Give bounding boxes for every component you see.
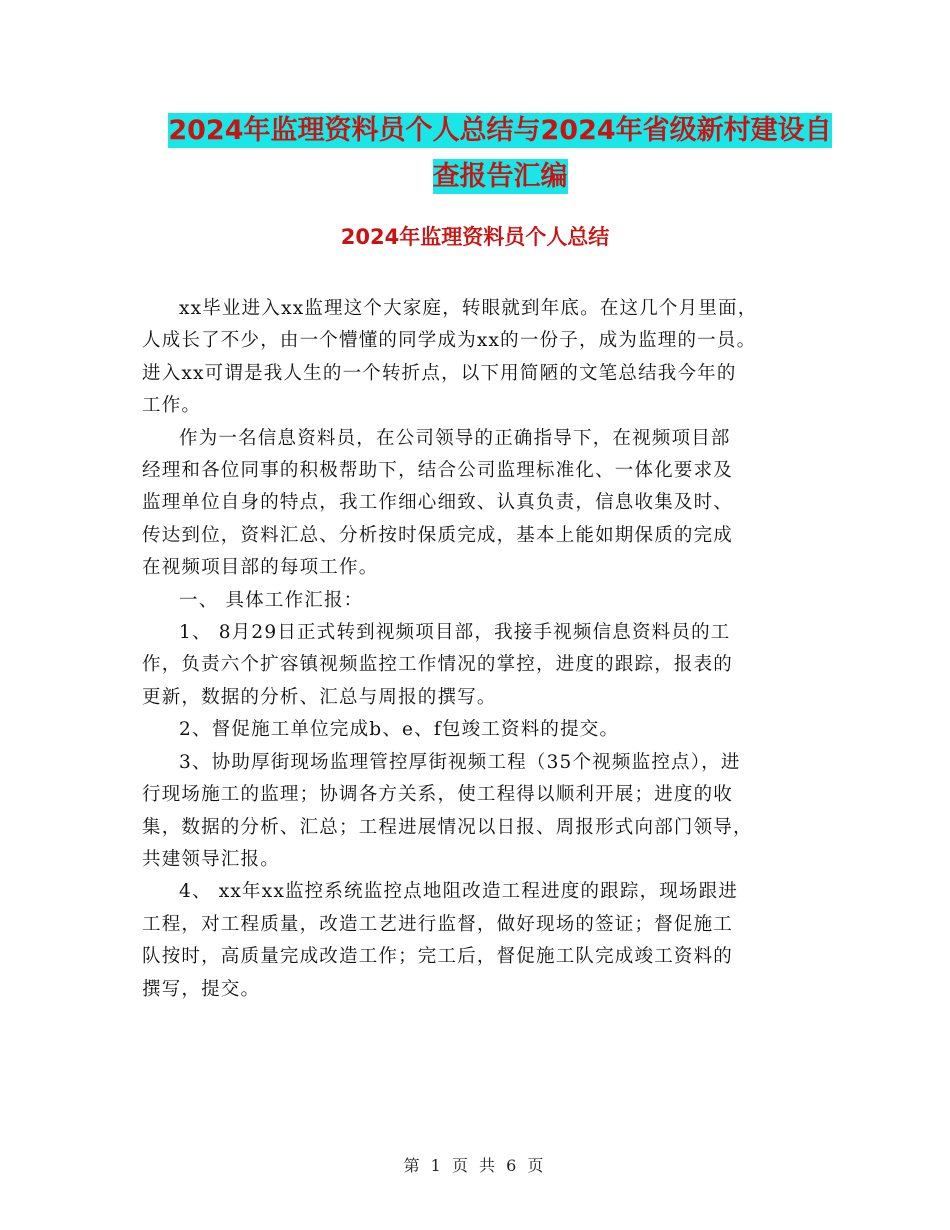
paragraph-line: 工程，对工程质量，改造工艺进行监督，做好现场的签证；督促施工: [142, 913, 734, 935]
document-title-line1: 2024年监理资料员个人总结与2024年省级新村建设自: [168, 115, 832, 146]
paragraph: [142, 293, 824, 423]
document-title-line2: 查报告汇编: [432, 161, 568, 192]
document-title: [140, 108, 860, 200]
paragraph: [142, 714, 824, 746]
paragraph-line: 1、 8月29日正式转到视频项目部，我接手视频信息资料员的工: [179, 622, 731, 644]
document-body: [142, 293, 824, 1006]
paragraph-line: 监理单位自身的特点，我工作细心细致、认真负责，信息收集及时、: [142, 492, 734, 514]
paragraph-line: 进入xx可谓是我人生的一个转折点，以下用简陋的文笔总结我今年的: [142, 362, 737, 384]
paragraph-line: 行现场施工的监理；协调各方关系，使工程得以顺利开展；进度的收: [142, 784, 734, 806]
paragraph: [142, 747, 824, 877]
paragraph-line: 2、督促施工单位完成b、e、f包竣工资料的提交。: [179, 719, 620, 741]
page-footer: 第 1 页 共 6 页: [403, 1156, 547, 1175]
paragraph: [142, 423, 824, 585]
paragraph-line: 工作。: [142, 395, 202, 417]
paragraph-line: 撰写，提交。: [142, 978, 261, 1000]
paragraph: [142, 617, 824, 714]
paragraph-line: 作，负责六个扩容镇视频监控工作情况的掌控，进度的跟踪，报表的: [142, 654, 734, 676]
paragraph-line: 队按时，高质量完成改造工作；完工后，督促施工队完成竣工资料的: [142, 946, 734, 968]
paragraph-line: 共建领导汇报。: [142, 848, 280, 870]
paragraph-line: 传达到位，资料汇总、分析按时保质完成，基本上能如期保质的完成: [142, 524, 734, 546]
section-title: 2024年监理资料员个人总结: [340, 225, 610, 249]
paragraph-line: 作为一名信息资料员，在公司领导的正确指导下，在视频项目部: [179, 427, 731, 449]
paragraph-line: 在视频项目部的每项工作。: [142, 557, 379, 579]
paragraph-line: 一、 具体工作汇报：: [179, 589, 364, 611]
paragraph-line: 集，数据的分析、汇总；工程进展情况以日报、周报形式向部门领导，: [142, 816, 753, 838]
paragraph-line: xx毕业进入xx监理这个大家庭，转眼就到年底。在这几个月里面，: [179, 298, 758, 319]
paragraph-line: 更新，数据的分析、汇总与周报的撰写。: [142, 686, 497, 708]
paragraph-line: 4、 xx年xx监控系统监控点地阻改造工程进度的跟踪，现场跟进: [179, 881, 739, 903]
paragraph: [142, 876, 824, 1006]
paragraph-line: 经理和各位同事的积极帮助下，结合公司监理标准化、一体化要求及: [142, 460, 734, 482]
paragraph: [142, 585, 824, 617]
paragraph-line: 3、协助厚街现场监理管控厚街视频工程（35个视频监控点），进: [179, 751, 741, 773]
paragraph-line: 人成长了不少，由一个懵懂的同学成为xx的一份子，成为监理的一员。: [142, 330, 757, 352]
